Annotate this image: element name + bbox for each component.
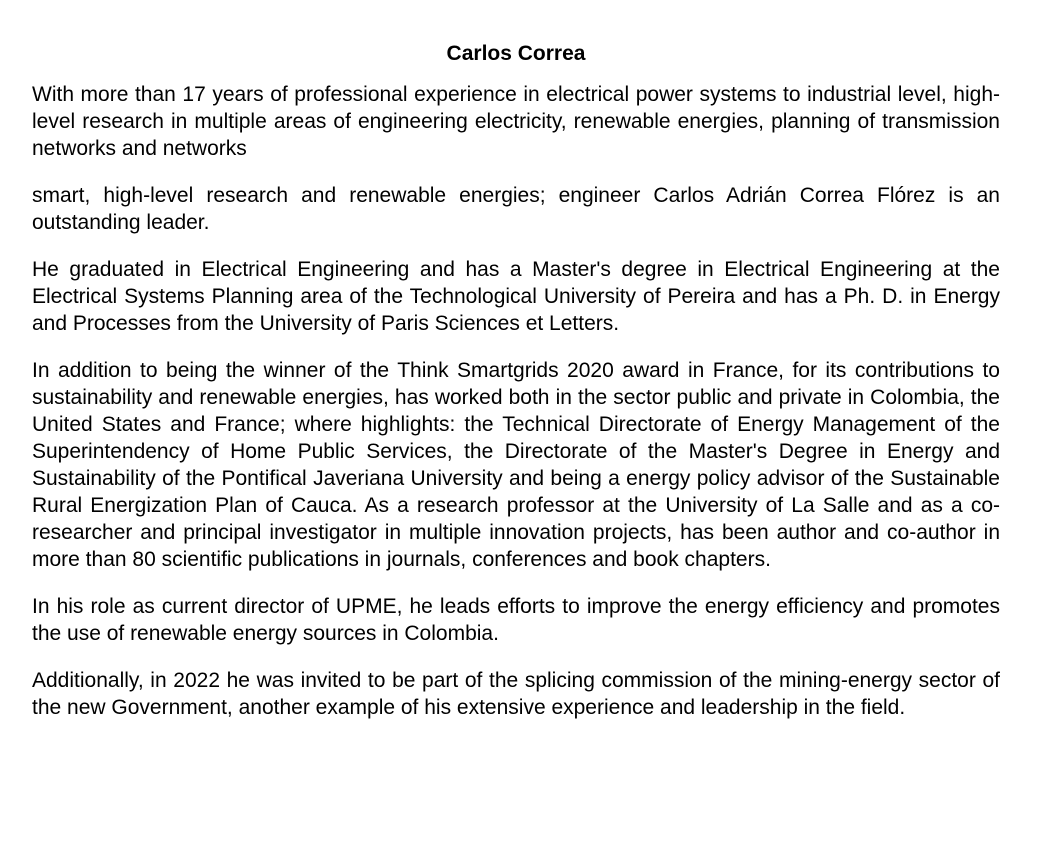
paragraph-leader: smart, high-level research and renewable energies; engineer Carlos Adrián Correa Flórez is an outstanding leader. <box>32 184 1000 234</box>
paragraph-experience: With more than 17 years of professional experience in electrical power systems to industrial level, high-level research in multiple areas of engineering electricity, renewable energies, planning of transmission networks and networks <box>32 83 1000 160</box>
paragraph-upme-role: In his role as current director of UPME, he leads efforts to improve the energy efficiency and promotes the use of renewable energy sources in Colombia. <box>32 595 1000 645</box>
paragraph-career: In addition to being the winner of the Think Smartgrids 2020 award in France, for its contributions to sustainability and renewable energies, has worked both in the sector public and private in Colombia, the United States and France; where highlights: the Technical Directorate of Energy Management of the Superintendency of Home Public Services, the Directorate of the Master's Degree in Energy and Sustainability of the Pontifical Javeriana University and being a energy policy advisor of the Sustainable Rural Energization Plan of Cauca. As a research professor at the University of La Salle and as a co-researcher and principal investigator in multiple innovation projects, has been author and co-author in more than 80 scientific publications in journals, conferences and book chapters. <box>32 359 1000 571</box>
paragraph-education: He graduated in Electrical Engineering and has a Master's degree in Electrical Engineering at the Electrical Systems Planning area of the Technological University of Pereira and has a Ph. D. in Energy and Processes from the University of Paris Sciences et Letters. <box>32 258 1000 335</box>
paragraph-commission: Additionally, in 2022 he was invited to be part of the splicing commission of the mining-energy sector of the new Government, another example of his extensive experience and leadership in the field. <box>32 669 1000 719</box>
document-title: Carlos Correa <box>446 42 586 65</box>
document-page <box>32 40 1000 832</box>
